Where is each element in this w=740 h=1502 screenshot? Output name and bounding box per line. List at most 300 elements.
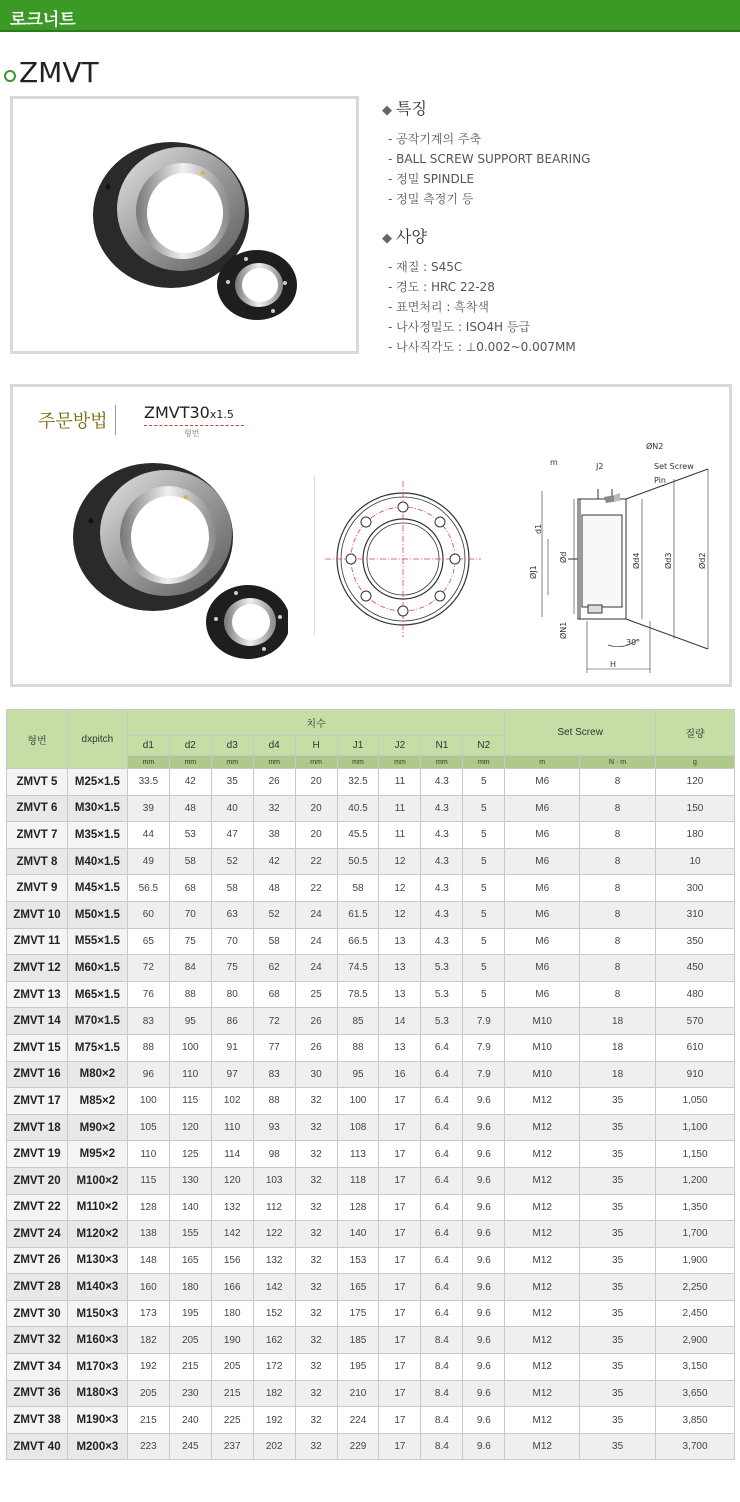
- cell-n1: 6.4: [421, 1300, 463, 1327]
- cell-d2: 53: [169, 822, 211, 849]
- cell-pitch: M65×1.5: [67, 981, 127, 1008]
- cell-n2: 9.6: [463, 1141, 505, 1168]
- cell-h: 24: [295, 901, 337, 928]
- cell-j1: 140: [337, 1221, 379, 1248]
- cell-j2: 17: [379, 1407, 421, 1434]
- cell-d2: 68: [169, 875, 211, 902]
- cell-screw-m: M12: [505, 1380, 580, 1407]
- spec-item: - 나사직각도 : ⊥0.002~0.007MM: [388, 340, 576, 354]
- cell-j1: 45.5: [337, 822, 379, 849]
- cell-d3: 40: [211, 795, 253, 822]
- dim-j2-label: J2: [596, 462, 604, 471]
- cell-h: 30: [295, 1061, 337, 1088]
- table-row: [7, 1034, 735, 1061]
- cell-d3: 86: [211, 1008, 253, 1035]
- cell-model: ZMVT 8: [7, 848, 68, 875]
- cell-d1: 110: [127, 1141, 169, 1168]
- cell-n2: 9.6: [463, 1114, 505, 1141]
- col-header-model: 형번: [7, 710, 68, 769]
- spec-item: - 경도 : HRC 22-28: [388, 280, 495, 294]
- cell-j1: 113: [337, 1141, 379, 1168]
- cell-model: ZMVT 7: [7, 822, 68, 849]
- spec-table: [6, 709, 735, 1460]
- table-row: [7, 1274, 735, 1301]
- cell-screw-m: M10: [505, 1008, 580, 1035]
- cell-d3: 80: [211, 981, 253, 1008]
- cell-n1: 6.4: [421, 1167, 463, 1194]
- spec-item: - 나사정밀도 : ISO4H 등급: [388, 320, 531, 334]
- cell-mass: 610: [656, 1034, 735, 1061]
- cell-n1: 8.4: [421, 1354, 463, 1381]
- cell-screw-m: M12: [505, 1141, 580, 1168]
- cell-screw-m: M6: [505, 875, 580, 902]
- cell-model: ZMVT 14: [7, 1008, 68, 1035]
- cell-d3: 47: [211, 822, 253, 849]
- cell-mass: 2,250: [656, 1274, 735, 1301]
- cell-screw-nm: 35: [580, 1327, 656, 1354]
- cell-j2: 17: [379, 1380, 421, 1407]
- cell-d4: 142: [253, 1274, 295, 1301]
- cell-j2: 16: [379, 1061, 421, 1088]
- cell-d4: 112: [253, 1194, 295, 1221]
- cell-d2: 230: [169, 1380, 211, 1407]
- cell-pitch: M90×2: [67, 1114, 127, 1141]
- cell-n1: 8.4: [421, 1407, 463, 1434]
- cell-j2: 17: [379, 1114, 421, 1141]
- cell-model: ZMVT 26: [7, 1247, 68, 1274]
- table-row: [7, 1221, 735, 1248]
- cell-d1: 215: [127, 1407, 169, 1434]
- product-title: [4, 56, 99, 89]
- col-header-dims: 치수: [127, 710, 504, 736]
- cell-d4: 32: [253, 795, 295, 822]
- cell-j1: 78.5: [337, 981, 379, 1008]
- cell-screw-nm: 35: [580, 1354, 656, 1381]
- cell-model: ZMVT 11: [7, 928, 68, 955]
- unit-cell-g: g: [656, 756, 735, 769]
- order-code-text: ZMVT30: [144, 403, 210, 422]
- cell-model: ZMVT 28: [7, 1274, 68, 1301]
- col-header-h: H: [295, 736, 337, 756]
- cell-d1: 223: [127, 1433, 169, 1460]
- cell-d4: 26: [253, 769, 295, 796]
- cell-pitch: M55×1.5: [67, 928, 127, 955]
- cell-screw-nm: 8: [580, 928, 656, 955]
- cell-d3: 180: [211, 1300, 253, 1327]
- cell-mass: 3,700: [656, 1433, 735, 1460]
- cell-d2: 130: [169, 1167, 211, 1194]
- cell-d4: 182: [253, 1380, 295, 1407]
- cell-d1: 173: [127, 1300, 169, 1327]
- spec-item: - 재질 : S45C: [388, 260, 463, 274]
- dim-d3-label: Ød3: [664, 552, 673, 569]
- cell-j2: 17: [379, 1433, 421, 1460]
- unit-cell: mm: [337, 756, 379, 769]
- cell-n2: 9.6: [463, 1407, 505, 1434]
- specs-section: [382, 224, 732, 357]
- cell-j1: 58: [337, 875, 379, 902]
- cell-screw-m: M6: [505, 928, 580, 955]
- cell-n2: 9.6: [463, 1300, 505, 1327]
- col-header-d4: d4: [253, 736, 295, 756]
- cell-j1: 210: [337, 1380, 379, 1407]
- cell-d4: 172: [253, 1354, 295, 1381]
- cell-n2: 9.6: [463, 1327, 505, 1354]
- table-row: [7, 769, 735, 796]
- cell-n1: 5.3: [421, 1008, 463, 1035]
- cell-screw-m: M12: [505, 1433, 580, 1460]
- unit-cell-nm: N · m: [580, 756, 656, 769]
- cell-screw-nm: 8: [580, 875, 656, 902]
- cell-screw-m: M12: [505, 1300, 580, 1327]
- cell-h: 24: [295, 955, 337, 982]
- cell-d2: 75: [169, 928, 211, 955]
- cell-n2: 5: [463, 981, 505, 1008]
- table-row: [7, 1354, 735, 1381]
- cell-pitch: M50×1.5: [67, 901, 127, 928]
- cell-screw-m: M12: [505, 1407, 580, 1434]
- cell-n1: 6.4: [421, 1247, 463, 1274]
- cell-j1: 32.5: [337, 769, 379, 796]
- cell-pitch: M100×2: [67, 1167, 127, 1194]
- cell-d3: 190: [211, 1327, 253, 1354]
- cell-mass: 2,450: [656, 1300, 735, 1327]
- cell-n2: 5: [463, 795, 505, 822]
- cell-model: ZMVT 34: [7, 1354, 68, 1381]
- dim-m-label: m: [550, 458, 558, 467]
- cell-d2: 155: [169, 1221, 211, 1248]
- cell-screw-nm: 35: [580, 1088, 656, 1115]
- cell-d1: 100: [127, 1088, 169, 1115]
- features-section: [382, 96, 732, 209]
- col-header-d3: d3: [211, 736, 253, 756]
- cell-h: 32: [295, 1167, 337, 1194]
- order-code-sub: 형번: [184, 429, 200, 438]
- cell-mass: 1,050: [656, 1088, 735, 1115]
- cell-d3: 70: [211, 928, 253, 955]
- cell-screw-m: M12: [505, 1194, 580, 1221]
- cell-d4: 38: [253, 822, 295, 849]
- cell-pitch: M40×1.5: [67, 848, 127, 875]
- cell-d1: 49: [127, 848, 169, 875]
- cell-model: ZMVT 16: [7, 1061, 68, 1088]
- cell-d2: 70: [169, 901, 211, 928]
- cell-h: 32: [295, 1274, 337, 1301]
- cell-screw-nm: 35: [580, 1114, 656, 1141]
- cell-n2: 9.6: [463, 1221, 505, 1248]
- cell-screw-nm: 35: [580, 1141, 656, 1168]
- cell-d2: 84: [169, 955, 211, 982]
- bullet-circle-icon: [4, 70, 16, 82]
- cell-d1: 96: [127, 1061, 169, 1088]
- cell-j1: 118: [337, 1167, 379, 1194]
- dim-n1-label: ØN1: [559, 621, 568, 639]
- cell-model: ZMVT 18: [7, 1114, 68, 1141]
- cell-screw-nm: 35: [580, 1167, 656, 1194]
- cell-screw-nm: 8: [580, 901, 656, 928]
- cell-screw-nm: 8: [580, 848, 656, 875]
- cell-screw-nm: 35: [580, 1433, 656, 1460]
- cell-pitch: M110×2: [67, 1194, 127, 1221]
- cell-n1: 6.4: [421, 1221, 463, 1248]
- cell-j2: 17: [379, 1194, 421, 1221]
- cell-d1: 128: [127, 1194, 169, 1221]
- cell-screw-nm: 35: [580, 1380, 656, 1407]
- cell-screw-nm: 18: [580, 1034, 656, 1061]
- cell-mass: 1,900: [656, 1247, 735, 1274]
- table-row: [7, 955, 735, 982]
- cell-d2: 180: [169, 1274, 211, 1301]
- cell-n1: 6.4: [421, 1034, 463, 1061]
- cell-screw-nm: 35: [580, 1247, 656, 1274]
- table-row: [7, 848, 735, 875]
- cell-j2: 11: [379, 795, 421, 822]
- cell-j2: 12: [379, 875, 421, 902]
- cell-screw-nm: 35: [580, 1194, 656, 1221]
- section-title: 로크너트: [10, 10, 76, 30]
- specs-heading-text: 사양: [396, 227, 427, 246]
- cell-d3: 237: [211, 1433, 253, 1460]
- cell-pitch: M160×3: [67, 1327, 127, 1354]
- cell-n1: 6.4: [421, 1194, 463, 1221]
- spec-table-body: [7, 769, 735, 1460]
- cell-screw-nm: 8: [580, 981, 656, 1008]
- cell-d1: 160: [127, 1274, 169, 1301]
- spec-item: - 표면처리 : 흑착색: [388, 300, 489, 314]
- cell-j1: 229: [337, 1433, 379, 1460]
- cell-h: 26: [295, 1008, 337, 1035]
- cell-d4: 202: [253, 1433, 295, 1460]
- cell-model: ZMVT 32: [7, 1327, 68, 1354]
- cell-j1: 195: [337, 1354, 379, 1381]
- cell-d2: 100: [169, 1034, 211, 1061]
- cell-d1: 33.5: [127, 769, 169, 796]
- cell-mass: 300: [656, 875, 735, 902]
- col-header-n2: N2: [463, 736, 505, 756]
- cell-d4: 77: [253, 1034, 295, 1061]
- order-panel: [10, 384, 732, 687]
- cell-d4: 162: [253, 1327, 295, 1354]
- cell-d4: 132: [253, 1247, 295, 1274]
- cell-j2: 17: [379, 1247, 421, 1274]
- cell-h: 20: [295, 822, 337, 849]
- cell-j2: 13: [379, 1034, 421, 1061]
- cell-d3: 97: [211, 1061, 253, 1088]
- unit-cell: mm: [127, 756, 169, 769]
- cell-d2: 88: [169, 981, 211, 1008]
- cell-d1: 115: [127, 1167, 169, 1194]
- cell-d3: 91: [211, 1034, 253, 1061]
- cell-n1: 8.4: [421, 1433, 463, 1460]
- cell-d2: 115: [169, 1088, 211, 1115]
- cell-screw-m: M12: [505, 1088, 580, 1115]
- cell-h: 32: [295, 1221, 337, 1248]
- section-header-bar: [0, 0, 740, 32]
- cell-n1: 6.4: [421, 1114, 463, 1141]
- col-header-mass: 질량: [656, 710, 735, 756]
- cell-j1: 85: [337, 1008, 379, 1035]
- cell-screw-m: M6: [505, 822, 580, 849]
- cell-d2: 240: [169, 1407, 211, 1434]
- cell-pitch: M70×1.5: [67, 1008, 127, 1035]
- cell-n2: 9.6: [463, 1194, 505, 1221]
- unit-cell: mm: [211, 756, 253, 769]
- dim-d4-label: Ød4: [632, 552, 641, 569]
- table-row: [7, 1088, 735, 1115]
- cell-h: 32: [295, 1247, 337, 1274]
- cell-j2: 14: [379, 1008, 421, 1035]
- cell-model: ZMVT 38: [7, 1407, 68, 1434]
- order-code-underline: [144, 425, 244, 426]
- cell-screw-m: M12: [505, 1221, 580, 1248]
- cell-n1: 4.3: [421, 848, 463, 875]
- cell-j1: 108: [337, 1114, 379, 1141]
- cell-d1: 39: [127, 795, 169, 822]
- table-row: [7, 981, 735, 1008]
- cell-n1: 6.4: [421, 1088, 463, 1115]
- cell-d3: 110: [211, 1114, 253, 1141]
- dim-j1-label: ØJ1: [529, 565, 538, 579]
- cell-d2: 165: [169, 1247, 211, 1274]
- cell-d2: 58: [169, 848, 211, 875]
- cell-pitch: M200×3: [67, 1433, 127, 1460]
- cell-screw-m: M10: [505, 1061, 580, 1088]
- cell-n2: 9.6: [463, 1433, 505, 1460]
- cell-d4: 62: [253, 955, 295, 982]
- cell-mass: 1,700: [656, 1221, 735, 1248]
- cell-model: ZMVT 19: [7, 1141, 68, 1168]
- cell-pitch: M130×3: [67, 1247, 127, 1274]
- product-title-text: ZMVT: [19, 56, 99, 89]
- locknut-photo-image: [13, 99, 356, 351]
- cell-h: 20: [295, 795, 337, 822]
- cell-n2: 9.6: [463, 1088, 505, 1115]
- table-row: [7, 1407, 735, 1434]
- feature-item: - 정밀 SPINDLE: [388, 172, 475, 186]
- cell-h: 32: [295, 1141, 337, 1168]
- cell-n2: 5: [463, 955, 505, 982]
- cell-mass: 10: [656, 848, 735, 875]
- table-row: [7, 1141, 735, 1168]
- section-view-drawing: [508, 439, 728, 679]
- cell-model: ZMVT 24: [7, 1221, 68, 1248]
- cell-mass: 350: [656, 928, 735, 955]
- cell-pitch: M80×2: [67, 1061, 127, 1088]
- cell-screw-m: M6: [505, 981, 580, 1008]
- unit-cell: mm: [379, 756, 421, 769]
- cell-j2: 17: [379, 1354, 421, 1381]
- cell-d4: 88: [253, 1088, 295, 1115]
- cell-model: ZMVT 20: [7, 1167, 68, 1194]
- cell-n1: 6.4: [421, 1141, 463, 1168]
- cell-h: 24: [295, 928, 337, 955]
- cell-screw-m: M12: [505, 1354, 580, 1381]
- col-header-pitch: dxpitch: [67, 710, 127, 769]
- cell-mass: 1,350: [656, 1194, 735, 1221]
- cell-mass: 120: [656, 769, 735, 796]
- cell-screw-nm: 8: [580, 795, 656, 822]
- table-row: [7, 1247, 735, 1274]
- cell-d3: 225: [211, 1407, 253, 1434]
- cell-h: 32: [295, 1433, 337, 1460]
- cell-screw-m: M6: [505, 848, 580, 875]
- cell-d1: 192: [127, 1354, 169, 1381]
- cell-d2: 140: [169, 1194, 211, 1221]
- cell-j2: 12: [379, 901, 421, 928]
- cell-d1: 83: [127, 1008, 169, 1035]
- cell-d3: 102: [211, 1088, 253, 1115]
- cell-j2: 12: [379, 848, 421, 875]
- feature-item: - 공작기계의 주축: [388, 132, 482, 146]
- cell-mass: 3,150: [656, 1354, 735, 1381]
- cell-screw-nm: 8: [580, 822, 656, 849]
- order-label: 주문방법: [38, 411, 108, 432]
- cell-pitch: M30×1.5: [67, 795, 127, 822]
- cell-n2: 7.9: [463, 1061, 505, 1088]
- cell-n2: 5: [463, 875, 505, 902]
- cell-d4: 192: [253, 1407, 295, 1434]
- cell-pitch: M45×1.5: [67, 875, 127, 902]
- cell-n1: 5.3: [421, 955, 463, 982]
- table-row: [7, 901, 735, 928]
- cell-j1: 185: [337, 1327, 379, 1354]
- cell-d2: 120: [169, 1114, 211, 1141]
- order-code: [144, 403, 234, 422]
- cell-h: 32: [295, 1407, 337, 1434]
- cell-d3: 205: [211, 1354, 253, 1381]
- cell-d3: 166: [211, 1274, 253, 1301]
- cell-j2: 17: [379, 1327, 421, 1354]
- cell-d3: 114: [211, 1141, 253, 1168]
- table-row: [7, 1061, 735, 1088]
- cell-mass: 3,850: [656, 1407, 735, 1434]
- cell-pitch: M60×1.5: [67, 955, 127, 982]
- cell-j1: 88: [337, 1034, 379, 1061]
- cell-d3: 156: [211, 1247, 253, 1274]
- cell-d2: 215: [169, 1354, 211, 1381]
- cell-d3: 58: [211, 875, 253, 902]
- cell-pitch: M150×3: [67, 1300, 127, 1327]
- cell-j2: 17: [379, 1088, 421, 1115]
- dim-d-label: Ød: [559, 551, 568, 563]
- order-code-suffix: x1.5: [209, 408, 234, 421]
- cell-screw-m: M12: [505, 1327, 580, 1354]
- cell-mass: 1,100: [656, 1114, 735, 1141]
- cell-j1: 40.5: [337, 795, 379, 822]
- cell-d3: 35: [211, 769, 253, 796]
- cell-d3: 52: [211, 848, 253, 875]
- col-header-n1: N1: [421, 736, 463, 756]
- cell-mass: 310: [656, 901, 735, 928]
- cell-h: 25: [295, 981, 337, 1008]
- cell-d4: 58: [253, 928, 295, 955]
- cell-d2: 110: [169, 1061, 211, 1088]
- product-photo: [10, 96, 359, 354]
- col-header-j2: J2: [379, 736, 421, 756]
- cell-n1: 5.3: [421, 981, 463, 1008]
- cell-j1: 95: [337, 1061, 379, 1088]
- cell-d1: 65: [127, 928, 169, 955]
- cell-n1: 6.4: [421, 1061, 463, 1088]
- pin-label: Pin: [654, 476, 666, 485]
- cell-model: ZMVT 13: [7, 981, 68, 1008]
- table-row: [7, 1114, 735, 1141]
- cell-d3: 132: [211, 1194, 253, 1221]
- features-heading: [382, 96, 732, 119]
- cell-d4: 48: [253, 875, 295, 902]
- cell-d1: 56.5: [127, 875, 169, 902]
- table-row: [7, 822, 735, 849]
